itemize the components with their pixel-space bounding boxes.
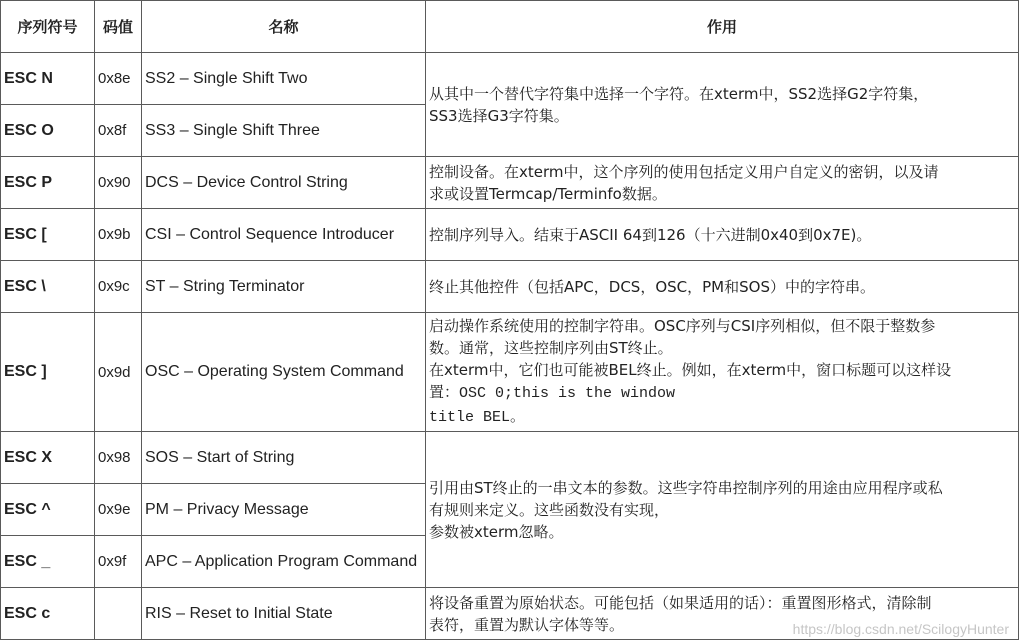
name-cell: DCS – Device Control String — [142, 157, 426, 209]
code-cell: 0x9f — [95, 536, 142, 588]
use-text: 表符，重置为默认字体等等。 — [429, 615, 625, 634]
name-cell: SOS – Start of String — [142, 432, 426, 484]
seq-cell: ESC ^ — [1, 484, 95, 536]
seq-cell: ESC \ — [1, 261, 95, 313]
code-cell: 0x9c — [95, 261, 142, 313]
table-row — [1, 209, 1019, 261]
name-cell: SS3 – Single Shift Three — [142, 105, 426, 157]
use-text: SS3选择G3字符集。 — [429, 106, 569, 125]
seq-cell: ESC O — [1, 105, 95, 157]
name-cell: PM – Privacy Message — [142, 484, 426, 536]
name-cell: RIS – Reset to Initial State — [142, 588, 426, 640]
code-cell: 0x9d — [95, 313, 142, 432]
use-cell-string — [426, 432, 1019, 588]
header-seq: 序列符号 — [1, 1, 95, 53]
use-text: 从其中一个替代字符集中选择一个字符。在xterm中，SS2选择G2字符集， — [429, 84, 929, 103]
table-row — [1, 313, 1019, 432]
code-cell: 0x98 — [95, 432, 142, 484]
use-text: 。 — [510, 407, 526, 425]
use-text: 有规则来定义。这些函数没有实现， — [429, 500, 670, 519]
use-text: 控制序列导入。结束于ASCII 64到126（十六进制0x40到0x7E)。 — [429, 225, 872, 244]
seq-cell: ESC ] — [1, 313, 95, 432]
use-text-line — [429, 381, 1015, 405]
use-cell-ss — [426, 53, 1019, 157]
code-cell: 0x90 — [95, 157, 142, 209]
name-cell: CSI – Control Sequence Introducer — [142, 209, 426, 261]
header-use: 作用 — [426, 1, 1019, 53]
use-cell-st — [426, 261, 1019, 313]
use-text: 在xterm中，它们也可能被BEL终止。例如，在xterm中，窗口标题可以这样设 — [429, 361, 952, 379]
use-text: 数。通常，这些控制序列由ST终止。 — [429, 339, 673, 357]
table-row — [1, 432, 1019, 484]
use-text: 将设备重置为原始状态。可能包括（如果适用的话）：重置图形格式，清除制 — [429, 593, 932, 612]
use-text: 参数被xterm忽略。 — [429, 522, 564, 541]
use-cell-dcs — [426, 157, 1019, 209]
name-cell: APC – Application Program Command — [142, 536, 426, 588]
seq-cell: ESC _ — [1, 536, 95, 588]
use-cell-ris — [426, 588, 1019, 640]
name-cell: SS2 – Single Shift Two — [142, 53, 426, 105]
code-cell — [95, 588, 142, 640]
table-row — [1, 157, 1019, 209]
code-cell: 0x9e — [95, 484, 142, 536]
table-row — [1, 261, 1019, 313]
header-code: 码值 — [95, 1, 142, 53]
header-row — [1, 1, 1019, 53]
name-cell: OSC – Operating System Command — [142, 313, 426, 432]
code-cell: 0x8f — [95, 105, 142, 157]
seq-cell: ESC c — [1, 588, 95, 640]
use-cell-osc — [426, 313, 1019, 432]
use-text: 置： — [429, 383, 460, 401]
code-snippet: title BEL — [429, 409, 511, 426]
use-text-line — [429, 405, 1015, 429]
seq-cell: ESC N — [1, 53, 95, 105]
use-text: 启动操作系统使用的控制字符串。OSC序列与CSI序列相似，但不限于整数参 — [429, 317, 936, 335]
use-text: 引用由ST终止的一串文本的参数。这些字符串控制序列的用途由应用程序或私 — [429, 478, 943, 497]
use-text: 求或设置Termcap/Terminfo数据。 — [429, 184, 667, 203]
code-cell: 0x8e — [95, 53, 142, 105]
seq-cell: ESC [ — [1, 209, 95, 261]
watermark: https://blog.csdn.net/ScilogyHunter — [792, 621, 1009, 637]
use-cell-csi — [426, 209, 1019, 261]
table-row — [1, 588, 1019, 640]
seq-cell: ESC P — [1, 157, 95, 209]
seq-cell: ESC X — [1, 432, 95, 484]
header-name: 名称 — [142, 1, 426, 53]
code-snippet: OSC 0;this is the window — [459, 385, 676, 402]
use-text: 终止其他控件（包括APC，DCS，OSC，PM和SOS）中的字符串。 — [429, 277, 875, 296]
use-text: 控制设备。在xterm中，这个序列的使用包括定义用户自定义的密钥，以及请 — [429, 162, 939, 181]
name-cell: ST – String Terminator — [142, 261, 426, 313]
code-cell: 0x9b — [95, 209, 142, 261]
table-row — [1, 53, 1019, 105]
